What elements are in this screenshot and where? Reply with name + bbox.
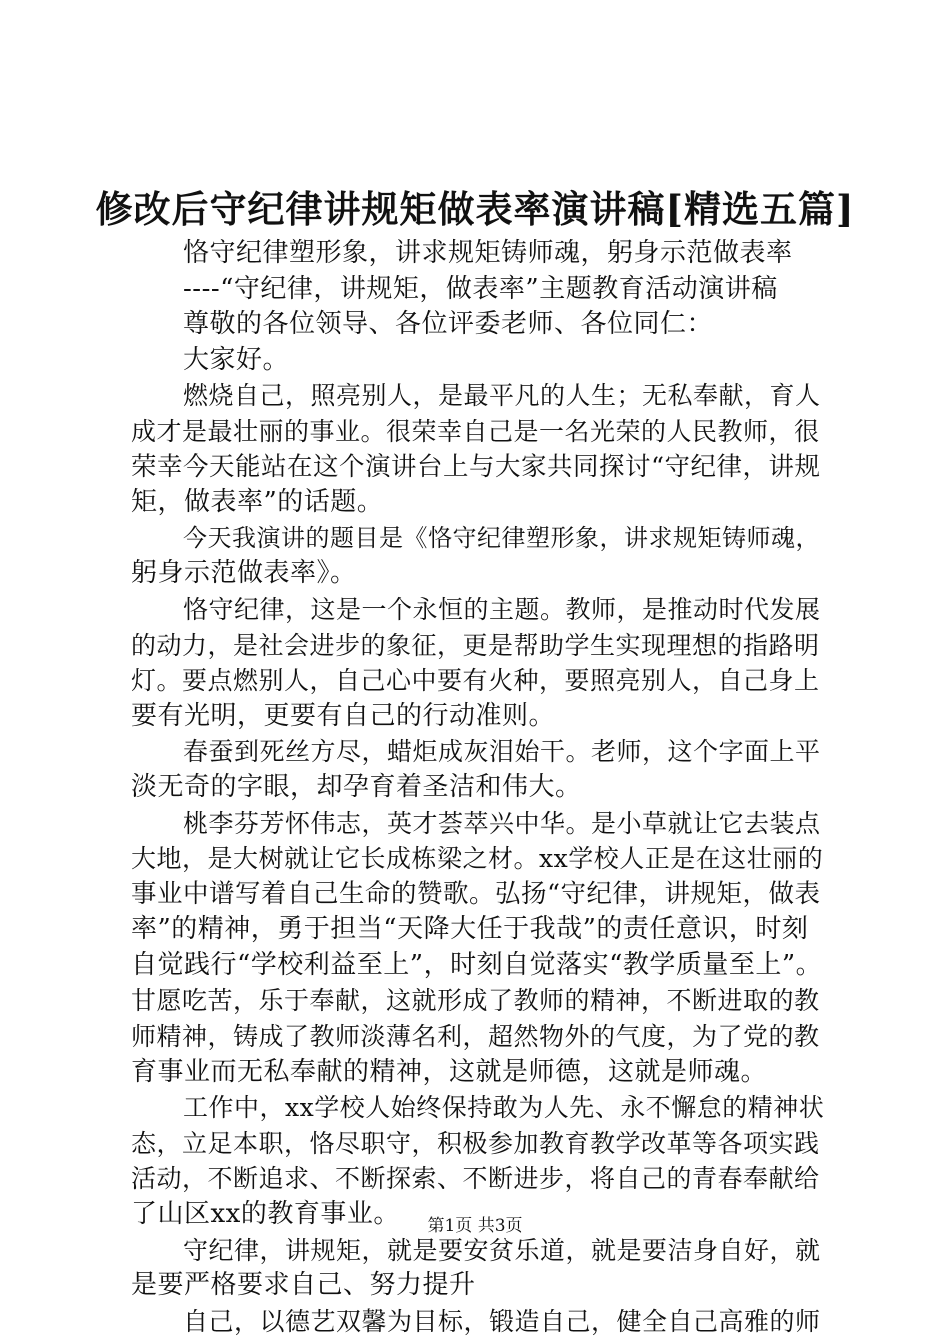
paragraph-line: 矩，做表率”的话题。 xyxy=(131,487,384,518)
paragraph-line: 态，立足本职，恪尽职守，积极参加教育教学改革等各项实践 xyxy=(131,1128,820,1158)
paragraph-line: 是要严格要求自己、努力提升 xyxy=(131,1270,476,1301)
subtitle-line: 恪守纪律塑形象，讲求规矩铸师魂，躬身示范做表率 xyxy=(183,238,793,268)
paragraph-line: 荣幸今天能站在这个演讲台上与大家共同探讨“守纪律，讲规 xyxy=(131,451,821,482)
paragraph-line: 的动力，是社会进步的象征，更是帮助学生实现理想的指路明 xyxy=(131,630,820,660)
paragraph-line: 率”的精神，勇于担当“天降大任于我哉”的责任意识，时刻 xyxy=(131,914,809,945)
document-body xyxy=(131,236,831,1339)
paragraph-line: 自己，以德艺双馨为目标，锻造自己，健全自己高雅的师 xyxy=(183,1306,821,1336)
subtitle-line: ----“守纪律，讲规矩，做表率”主题教育活动演讲稿 xyxy=(183,273,778,304)
paragraph-line: 春蚕到死丝方尽，蜡炬成灰泪始干。老师，这个字面上平 xyxy=(183,737,821,767)
paragraph-line: 守纪律，讲规矩，就是要安贫乐道，就是要洁身自好，就 xyxy=(183,1235,821,1265)
paragraph-line: 自觉践行“学校利益至上”，时刻自觉落实“教学质量至上”。 xyxy=(131,949,823,980)
paragraph-line: 燃烧自己，照亮别人，是最平凡的人生；无私奉献，育人 xyxy=(183,381,821,411)
paragraph-line: 淡无奇的字眼，却孕育着圣洁和伟大。 xyxy=(131,771,582,802)
salutation-line: 尊敬的各位领导、各位评委老师、各位同仁： xyxy=(183,309,714,340)
paragraph-line: 了山区xx的教育事业。 xyxy=(131,1199,400,1230)
page-footer: 第1页 共3页 xyxy=(427,1216,523,1236)
paragraph-line: 师精神，铸成了教师淡薄名利，超然物外的气度，为了党的教 xyxy=(131,1022,820,1052)
paragraph-line: 躬身示范做表率》。 xyxy=(131,558,357,589)
paragraph-line: 工作中，xx学校人始终保持敢为人先、永不懈怠的精神状 xyxy=(183,1093,825,1123)
document-title: 修改后守纪律讲规矩做表率演讲稿[精选五篇] xyxy=(95,187,855,231)
paragraph-line: 今天我演讲的题目是《恪守纪律塑形象，讲求规矩铸师魂， xyxy=(183,523,820,552)
paragraph-line: 桃李芬芳怀伟志，英才荟萃兴中华。是小草就让它去装点 xyxy=(183,808,821,838)
greeting-line: 大家好。 xyxy=(183,344,290,375)
paragraph-line: 活动，不断追求、不断探索、不断进步，将自己的青春奉献给 xyxy=(131,1164,820,1194)
paragraph-line: 甘愿吃苦，乐于奉献，这就形成了教师的精神，不断进取的教 xyxy=(131,986,820,1016)
paragraph-line: 成才是最壮丽的事业。很荣幸自己是一名光荣的人民教师，很 xyxy=(131,416,820,446)
paragraph-line: 要有光明，更要有自己的行动准则。 xyxy=(131,700,556,731)
paragraph-line: 恪守纪律，这是一个永恒的主题。教师，是推动时代发展 xyxy=(183,594,821,624)
paragraph-line: 事业中谱写着自己生命的赞歌。弘扬“守纪律，讲规矩，做表 xyxy=(131,878,821,909)
paragraph-line: 育事业而无私奉献的精神，这就是师德，这就是师魂。 xyxy=(131,1056,768,1087)
paragraph-line: 大地，是大树就让它长成栋梁之材。xx学校人正是在这壮丽的 xyxy=(131,844,824,874)
paragraph-line: 灯。要点燃别人，自己心中要有火种，要照亮别人，自己身上 xyxy=(131,666,820,696)
